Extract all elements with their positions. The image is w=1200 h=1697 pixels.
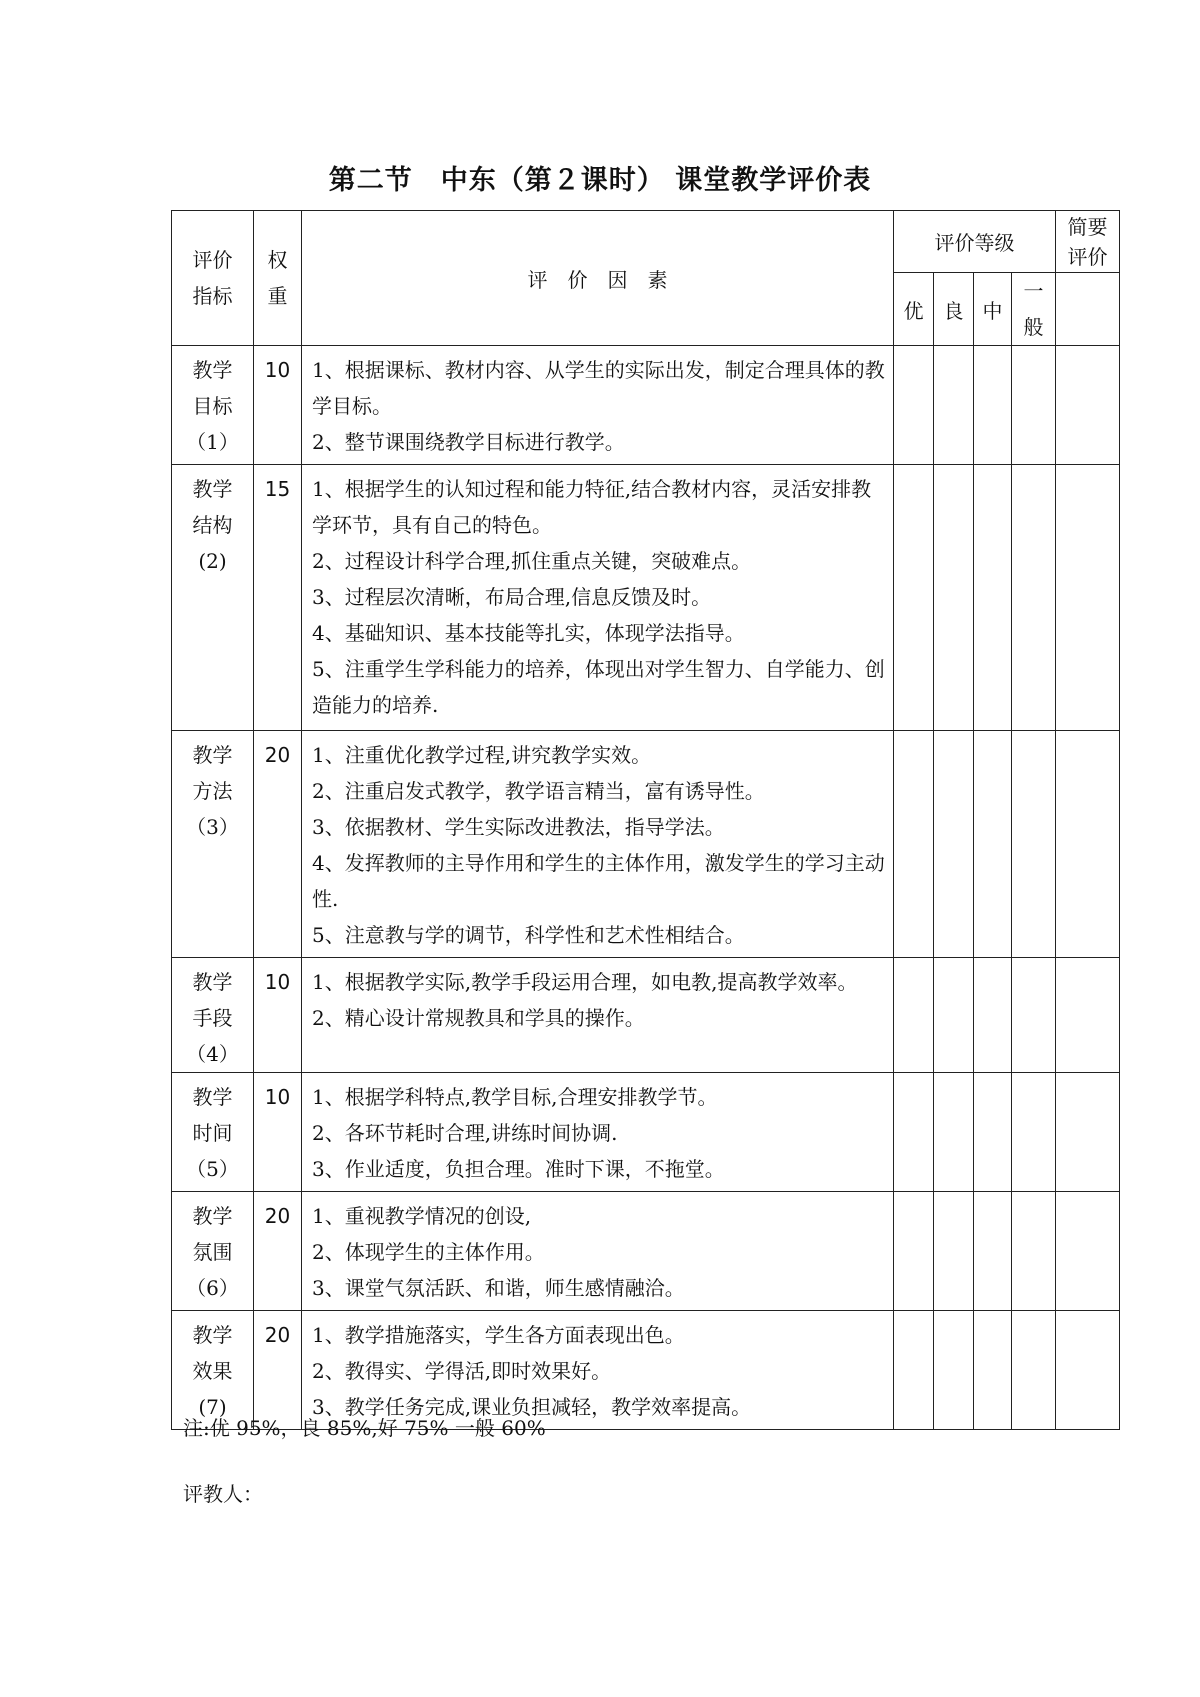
indicator-name2: 氛围 (192, 1240, 233, 1264)
grade-medium-cell[interactable] (974, 958, 1012, 1073)
weight-cell: 20 (254, 1311, 302, 1430)
summary-cell[interactable] (1056, 465, 1120, 731)
grade-excellent-cell[interactable] (894, 958, 934, 1073)
indicator-name2: 手段 (192, 1006, 233, 1030)
weight-cell: 20 (254, 731, 302, 958)
grade-good-cell[interactable] (934, 958, 974, 1073)
grade-average-cell[interactable] (1012, 731, 1056, 958)
reviewer-label: 评教人： (183, 1482, 263, 1506)
factor-item: 2、教得实、学得活,即时效果好。 (312, 1359, 612, 1383)
factors-cell (302, 958, 894, 1073)
grade-excellent-cell[interactable] (894, 731, 934, 958)
indicator-num: （5） (186, 1157, 239, 1181)
indicator-name2: 结构 (192, 513, 233, 537)
weight-cell: 10 (254, 346, 302, 465)
factor-item: 2、体现学生的主体作用。 (312, 1240, 545, 1264)
indicator-num: （4） (186, 1042, 239, 1066)
table-row (172, 958, 1120, 1073)
factor-item: 3、过程层次清晰，布局合理,信息反馈及时。 (312, 585, 712, 609)
header-row-1 (172, 211, 1120, 273)
summary-cell[interactable] (1056, 1073, 1120, 1192)
table-row (172, 1192, 1120, 1311)
factor-item: 3、依据教材、学生实际改进教法，指导学法。 (312, 815, 725, 839)
grade-medium-cell[interactable] (974, 1073, 1012, 1192)
grade-average (1012, 273, 1056, 346)
factor-item: 2、各环节耗时合理,讲练时间协调. (312, 1121, 618, 1145)
header-summary-line1: 简要 (1067, 214, 1108, 239)
indicator-cell (172, 1073, 254, 1192)
summary-cell[interactable] (1056, 1311, 1120, 1430)
indicator-name1: 教学 (192, 358, 233, 382)
weight-cell: 20 (254, 1192, 302, 1311)
grade-excellent-cell[interactable] (894, 1073, 934, 1192)
grade-medium-cell[interactable] (974, 346, 1012, 465)
header-indicator-line2: 指标 (192, 284, 233, 308)
grade-medium-cell[interactable] (974, 1311, 1012, 1430)
indicator-cell (172, 731, 254, 958)
header-indicator (172, 211, 254, 346)
grade-excellent-cell[interactable] (894, 1311, 934, 1430)
grade-good-cell[interactable] (934, 1311, 974, 1430)
table-row (172, 346, 1120, 465)
grade-medium-cell[interactable] (974, 731, 1012, 958)
grade-average-cell[interactable] (1012, 1192, 1056, 1311)
summary-cell[interactable] (1056, 346, 1120, 465)
header-factors: 评 价 因 素 (302, 211, 894, 346)
header-summary (1056, 211, 1120, 273)
factors-cell (302, 465, 894, 731)
indicator-name1: 教学 (192, 970, 233, 994)
weight-cell: 15 (254, 465, 302, 731)
summary-empty-cell (1056, 273, 1120, 346)
grade-excellent-cell[interactable] (894, 465, 934, 731)
factor-item: 1、根据课标、教材内容、从学生的实际出发，制定合理具体的教学目标。 (312, 358, 885, 418)
grade-excellent-cell[interactable] (894, 1192, 934, 1311)
table-row (172, 465, 1120, 731)
factors-cell (302, 1192, 894, 1311)
note-text: 注:优 95%，良 85%,好 75% 一般 60% (183, 1416, 546, 1440)
indicator-cell (172, 346, 254, 465)
summary-cell[interactable] (1056, 731, 1120, 958)
factor-item: 1、根据学生的认知过程和能力特征,结合教材内容，灵活安排教学环节，具有自己的特色。 (312, 477, 872, 537)
summary-cell[interactable] (1056, 1192, 1120, 1311)
header-grade: 评价等级 (894, 211, 1056, 273)
grade-average-cell[interactable] (1012, 465, 1056, 731)
grade-good-cell[interactable] (934, 731, 974, 958)
indicator-num: （6） (186, 1276, 239, 1300)
factor-item: 2、精心设计常规教具和学具的操作。 (312, 1006, 645, 1030)
factor-item: 3、作业适度，负担合理。准时下课，不拖堂。 (312, 1157, 725, 1181)
factor-item: 3、课堂气氛活跃、和谐，师生感情融洽。 (312, 1276, 685, 1300)
table-row (172, 1073, 1120, 1192)
factor-item: 3、教学任务完成,课业负担减轻，教学效率提高。 (312, 1395, 752, 1419)
indicator-name2: 目标 (192, 394, 233, 418)
indicator-num: (2) (198, 549, 227, 573)
page-title: 第二节 中东（第２课时） 课堂教学评价表 (328, 165, 872, 196)
grade-average-cell[interactable] (1012, 1073, 1056, 1192)
grade-medium-cell[interactable] (974, 465, 1012, 731)
factor-item: 2、整节课围绕教学目标进行教学。 (312, 430, 625, 454)
indicator-cell (172, 958, 254, 1073)
factor-item: 1、根据教学实际,教学手段运用合理，如电教,提高教学效率。 (312, 970, 858, 994)
factor-item: 5、注重学生学科能力的培养，体现出对学生智力、自学能力、创造能力的培养. (312, 657, 885, 717)
grade-good: 良 (934, 273, 974, 346)
grade-good-cell[interactable] (934, 465, 974, 731)
indicator-cell (172, 465, 254, 731)
indicator-name1: 教学 (192, 1323, 233, 1347)
table-row (172, 731, 1120, 958)
factors-cell (302, 1073, 894, 1192)
grade-medium-cell[interactable] (974, 1192, 1012, 1311)
indicator-name1: 教学 (192, 1204, 233, 1228)
evaluation-table (171, 210, 1120, 1430)
factor-item: 4、基础知识、基本技能等扎实，体现学法指导。 (312, 621, 745, 645)
factors-cell (302, 346, 894, 465)
factors-cell (302, 731, 894, 958)
indicator-name1: 教学 (192, 477, 233, 501)
summary-cell[interactable] (1056, 958, 1120, 1073)
grade-excellent: 优 (894, 273, 934, 346)
indicator-num: （1） (186, 430, 239, 454)
grade-good-cell[interactable] (934, 346, 974, 465)
indicator-name2: 时间 (192, 1121, 233, 1145)
indicator-num: (7) (198, 1395, 227, 1419)
header-weight-line1: 权 (267, 248, 288, 272)
grade-average-cell[interactable] (1012, 346, 1056, 465)
indicator-name1: 教学 (192, 743, 233, 767)
factor-item: 5、注意教与学的调节，科学性和艺术性相结合。 (312, 923, 745, 947)
indicator-num: （3） (186, 815, 239, 839)
factor-item: 4、发挥教师的主导作用和学生的主体作用，激发学生的学习主动性. (312, 851, 885, 911)
indicator-name2: 方法 (192, 779, 233, 803)
grade-average-line1: 一 (1023, 279, 1044, 303)
factor-item: 1、重视教学情况的创设, (312, 1204, 532, 1228)
factor-item: 1、教学措施落实，学生各方面表现出色。 (312, 1323, 685, 1347)
grade-average-line2: 般 (1023, 315, 1044, 339)
grade-average-cell[interactable] (1012, 1311, 1056, 1430)
factor-item: 2、注重启发式教学，教学语言精当，富有诱导性。 (312, 779, 765, 803)
indicator-name2: 效果 (192, 1359, 233, 1383)
header-weight (254, 211, 302, 346)
grade-average-cell[interactable] (1012, 958, 1056, 1073)
factor-item: 1、注重优化教学过程,讲究教学实效。 (312, 743, 652, 767)
weight-cell: 10 (254, 958, 302, 1073)
grade-excellent-cell[interactable] (894, 346, 934, 465)
indicator-cell (172, 1192, 254, 1311)
weight-cell: 10 (254, 1073, 302, 1192)
header-weight-line2: 重 (267, 284, 288, 308)
factor-item: 2、过程设计科学合理,抓住重点关键，突破难点。 (312, 549, 752, 573)
header-summary-line2: 评价 (1067, 244, 1108, 269)
header-indicator-line1: 评价 (192, 248, 233, 272)
indicator-name1: 教学 (192, 1085, 233, 1109)
grade-good-cell[interactable] (934, 1192, 974, 1311)
grade-good-cell[interactable] (934, 1073, 974, 1192)
factor-item: 1、根据学科特点,教学目标,合理安排教学节。 (312, 1085, 718, 1109)
grade-medium: 中 (974, 273, 1012, 346)
